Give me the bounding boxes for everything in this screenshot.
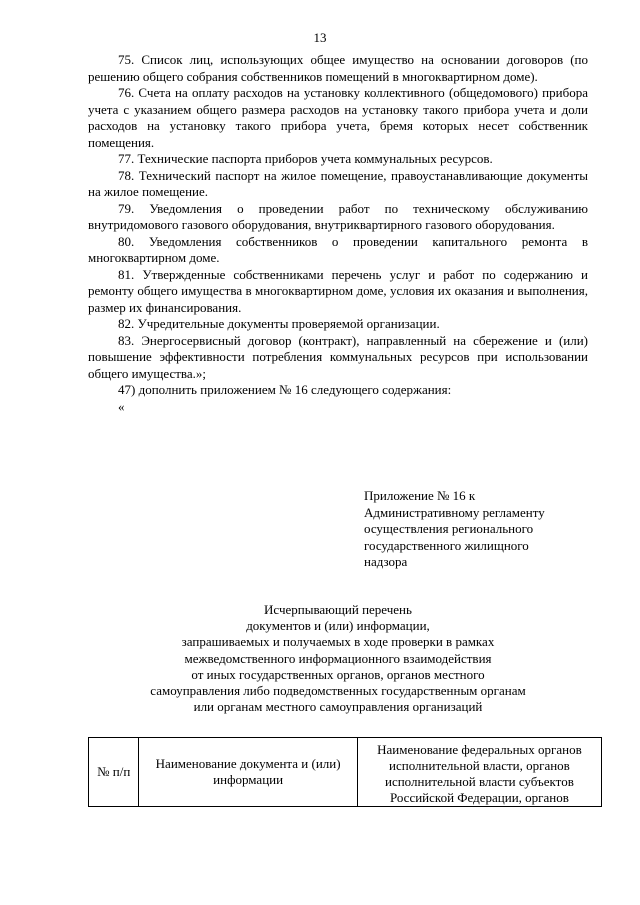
body-text (88, 52, 588, 415)
heading-line: документов и (или) информации, (246, 618, 430, 634)
header-document-name: Наименование документа и (или) информации (139, 738, 357, 807)
header-authority-line: Наименование федеральных органов (377, 742, 582, 757)
heading-line: Исчерпывающий перечень (264, 602, 412, 617)
paragraph-81: 81. Утвержденные собственниками перечень услуг и работ по содержанию и ремонту общего имущества в многоквартирном доме, условия их оказания и выполнения, размер их финансирования. (88, 266, 588, 315)
heading-line: или органам местного самоуправления организаций (193, 699, 483, 715)
opening-quote: « (118, 398, 125, 414)
appendix-note-line: государственного жилищного (364, 537, 529, 553)
header-authority-line: Российской Федерации, органов (389, 790, 569, 805)
appendix-note-line: Административному регламенту (364, 504, 545, 520)
appendix-note (364, 488, 594, 571)
appendix-note-line: надзора (364, 554, 408, 569)
paragraph-76: 76. Счета на оплату расходов на установку коллективного (общедомового) прибора учета с указанием общего размера расходов на установку такого прибора учета и доли расходов на установку такого прибора учета, бремя которых несет собственник помещения. (88, 85, 588, 150)
page-number: 13 (313, 30, 327, 45)
paragraph-77: 77. Технические паспорта приборов учета коммунальных ресурсов. (118, 151, 493, 166)
paragraph-80: 80. Уведомления собственников о проведении капитального ремонта в многоквартирном доме. (88, 233, 588, 265)
table-header-row (89, 738, 602, 807)
header-authority-name (357, 738, 601, 807)
paragraph-78: 78. Технический паспорт на жилое помещение, правоустанавливающие документы на жилое помещение. (88, 167, 588, 199)
header-authority-line: исполнительной власти, органов (389, 758, 570, 773)
header-authority-line: исполнительной власти субъектов (385, 774, 574, 789)
page-bottom-margin (80, 820, 620, 905)
heading-line: межведомственного информационного взаимодействия (184, 650, 492, 666)
paragraph-79: 79. Уведомления о проведении работ по техническому обслуживанию внутридомового газового оборудования, внутриквартирного газового оборудования. (88, 200, 588, 232)
heading-line: самоуправления либо подведомственных государственным органам (150, 683, 526, 699)
heading-line: от иных государственных органов, органов местного (191, 666, 485, 682)
header-number: № п/п (89, 738, 139, 807)
paragraph-47: 47) дополнить приложением № 16 следующего содержания: (118, 382, 452, 397)
paragraph-82: 82. Учредительные документы проверяемой организации. (118, 316, 440, 331)
heading-line: запрашиваемых и получаемых в ходе проверки в рамках (181, 634, 495, 650)
documents-table (88, 737, 602, 807)
appendix-note-line: Приложение № 16 к (364, 488, 476, 503)
appendix-note-line: осуществления регионального (364, 521, 534, 536)
paragraph-75: 75. Список лиц, использующих общее имущество на основании договоров (по решению общего собрания собственников помещений в многоквартирном доме). (88, 52, 588, 84)
paragraph-83: 83. Энергосервисный договор (контракт), направленный на сбережение и (или) повышение эффективности потребления коммунальных ресурсов при использовании общего имущества.»; (88, 332, 588, 381)
list-heading (88, 602, 588, 715)
